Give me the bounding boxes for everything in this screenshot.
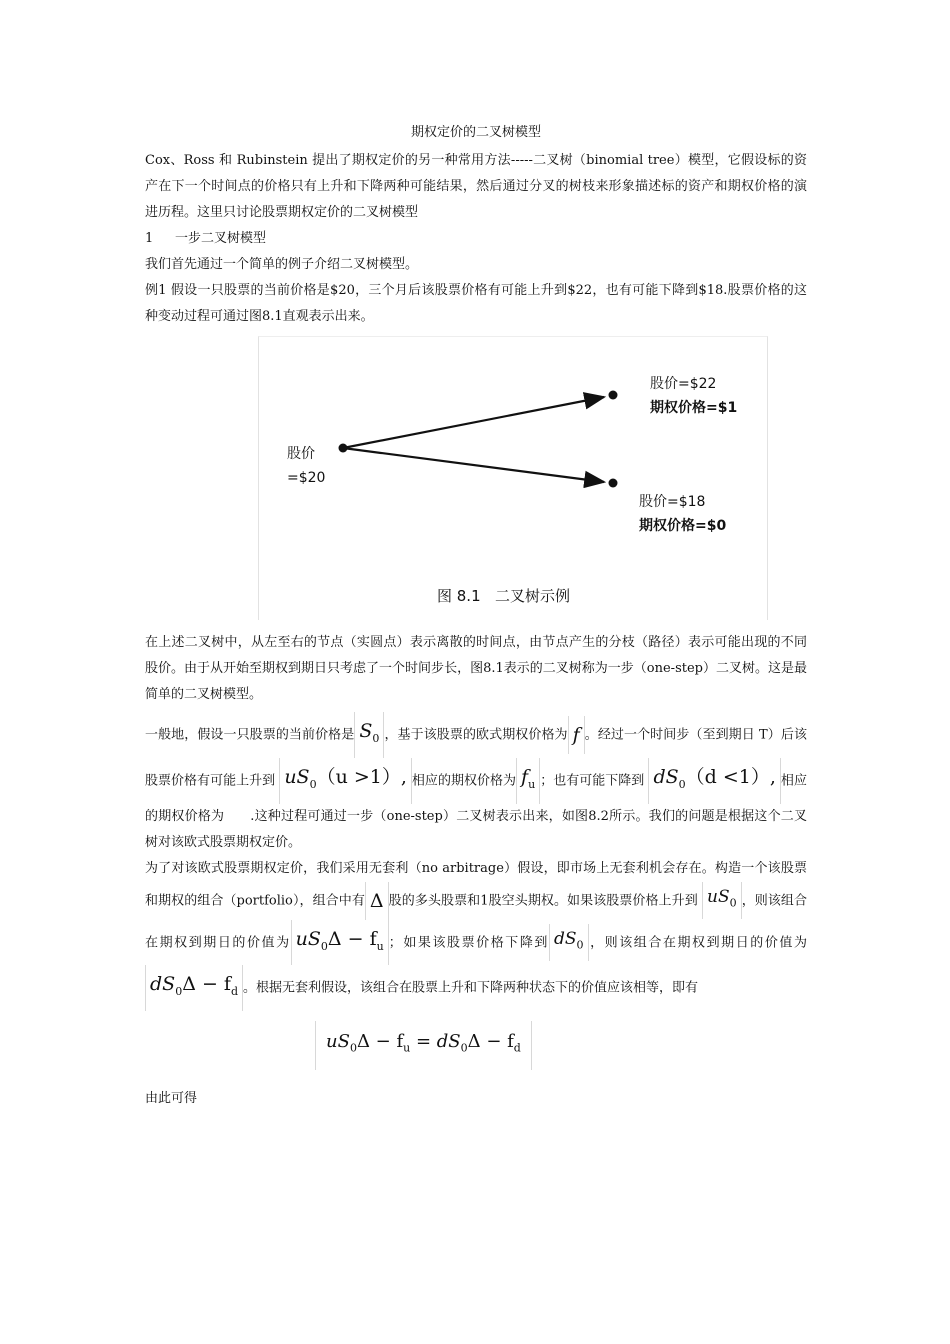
root-label-2: =$20 bbox=[287, 470, 326, 486]
math-us0-delta-fu: $uS_0\Delta - f_u$ bbox=[291, 920, 389, 966]
math-us0-condition: $uS_0(u >1)$, bbox=[279, 758, 412, 804]
figure-caption bbox=[437, 587, 570, 605]
figure-caption-text: 二叉树示例 bbox=[494, 587, 570, 605]
equation-no-arbitrage: $uS_0\Delta - f_u = dS_0\Delta - f_d$ bbox=[315, 1021, 532, 1070]
conclusion-paragraph: 由此可得 bbox=[145, 1090, 198, 1106]
section-number: 1 bbox=[145, 231, 154, 246]
general-case-paragraph: 一般地，假设一只股票的当前价格是 $S_0$ ，基于该股票的欧式期权价格为 f 。经过一个时间步（至到期日 T）后该股票价格有可能上升到 $uS_0(u >1)$, 相应的期权价格为 $f_u$ ；也有可能下降到 $dS_0(d <1)$, 相应的期权价格为 .这种过程可通过一步（one-step）二叉树表示出来，如图8.2所示。我们的问题是根据这个二叉树对该欧式股票期权定价。 bbox=[145, 712, 807, 856]
up-node bbox=[609, 391, 618, 400]
tree-description-paragraph: 在上述二叉树中，从左至右的节点（实圆点）表示离散的时间点，由节点产生的分枝（路径）表示可能出现的不同股价。由于从开始至期权到期日只考虑了一个时间步长，图8.1表示的二叉树称为一步（one-step）二叉树。这是最简单的二叉树模型。 bbox=[145, 635, 807, 702]
section-heading bbox=[145, 226, 807, 252]
down-branch bbox=[343, 448, 604, 482]
figure-caption-number: 图 8.1 bbox=[437, 587, 481, 605]
math-f: f bbox=[568, 716, 585, 754]
equation-block bbox=[315, 1021, 807, 1070]
math-delta: Δ bbox=[365, 882, 389, 920]
math-fu: $f_u$ bbox=[516, 758, 540, 804]
intro-paragraph: Cox、Ross 和 Rubinstein 提出了期权定价的另一种常用方法-----二叉树（binomial tree）模型，它假设标的资产在下一个时间点的价格只有上升和下降两种可能结果，然后通过分叉的树枝来形象描述标的资产和期权价格的演进历程。这里只讨论股票期权定价的二叉树模型 bbox=[145, 153, 807, 220]
no-arbitrage-paragraph: 为了对该欧式股票期权定价，我们采用无套利（no arbitrage）假设，即市场上无套利机会存在。构造一个该股票和期权的组合（portfolio），组合中有 Δ 股的多头股票和1股空头期权。如果该股票价格上升到 $uS_0$ ，则该组合在期权到期日的价值为 $uS_0\Delta - f_u$ ；如果该股票价格下降到 $dS_0$ ，则该组合在期权到期日的价值为 $dS_0\Delta - f_d$ 。根据无套利假设，该组合在股票上升和下降两种状态下的价值应该相等，即有 bbox=[145, 856, 807, 1012]
math-ds0-condition: $dS_0(d <1)$, bbox=[648, 758, 780, 804]
up-label-price: 股价=$22 bbox=[650, 376, 717, 392]
math-s0: $S_0$ bbox=[354, 712, 384, 758]
down-label-price: 股价=$18 bbox=[639, 494, 706, 510]
section-label: 一步二叉树模型 bbox=[175, 231, 267, 246]
root-label-1: 股价 bbox=[287, 446, 315, 462]
document-page bbox=[145, 120, 807, 1112]
down-label-option: 期权价格=$0 bbox=[639, 518, 727, 534]
figure-8-1 bbox=[258, 336, 768, 620]
root-node bbox=[339, 444, 348, 453]
down-node bbox=[609, 479, 618, 488]
example-1-paragraph: 例1 假设一只股票的当前价格是$20，三个月后该股票价格有可能上升到$22，也有可能下降到$18.股票价格的这种变动过程可通过图8.1直观表示出来。 bbox=[145, 283, 807, 324]
math-ds0: $dS_0$ bbox=[549, 924, 589, 960]
paragraph-intro-example: 我们首先通过一个简单的例子介绍二叉树模型。 bbox=[145, 257, 419, 272]
up-label-option: 期权价格=$1 bbox=[650, 400, 738, 416]
math-us0: $uS_0$ bbox=[702, 882, 742, 918]
math-ds0-delta-fd: $dS_0\Delta - f_d$ bbox=[145, 965, 243, 1011]
document-title: 期权定价的二叉树模型 bbox=[410, 125, 541, 140]
up-branch bbox=[343, 397, 604, 448]
